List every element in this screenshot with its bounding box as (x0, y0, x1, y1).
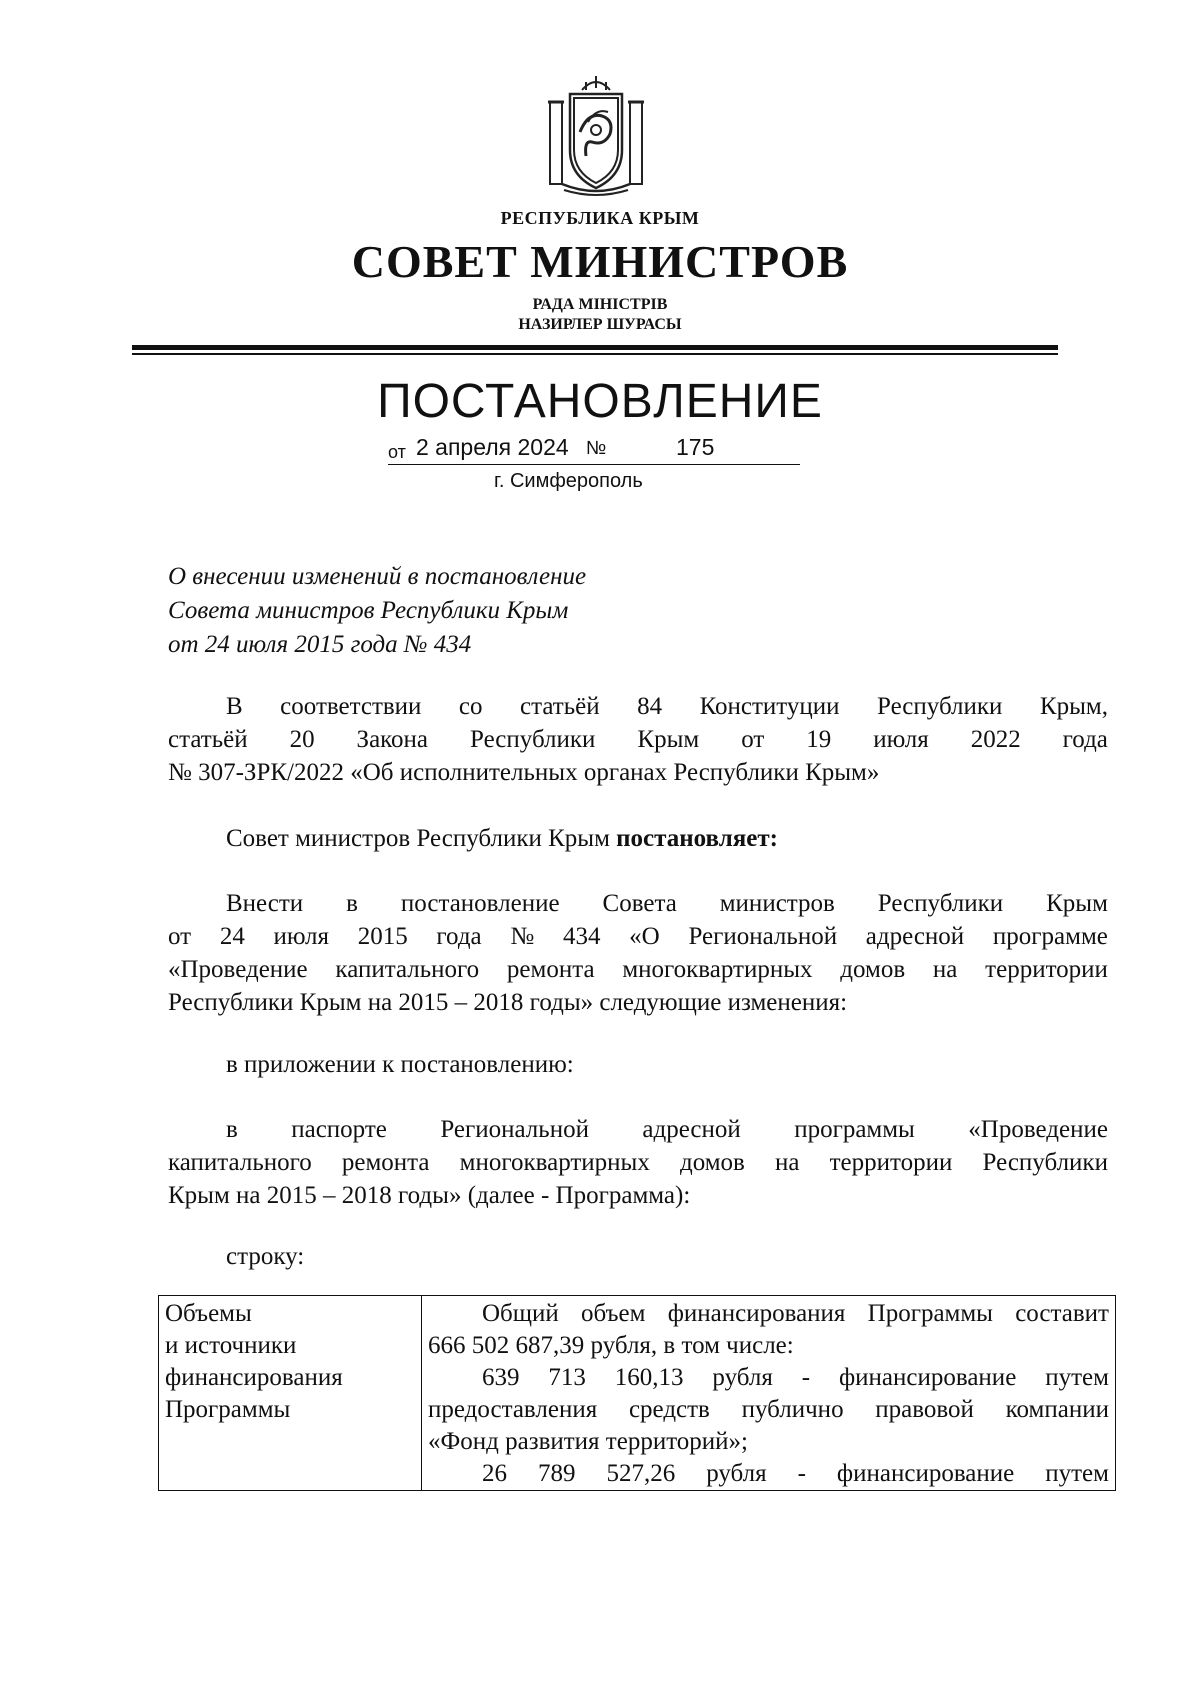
paragraph-resolves (168, 822, 1108, 855)
justified-line (168, 690, 1108, 723)
word: Республики (877, 890, 1004, 917)
resolves-bold: постановляет: (616, 825, 778, 852)
table-row (159, 1296, 1116, 1491)
word: - (801, 1364, 811, 1391)
word: постановление (400, 890, 560, 917)
word: соответствии (280, 693, 422, 720)
text-line: «Фонд развития территорий»; (428, 1428, 749, 1455)
justified-line (168, 953, 1108, 986)
word: Республики (982, 1149, 1108, 1176)
decree-title: ПОСТАНОВЛЕНИЕ (377, 375, 823, 428)
subject-line: Совета министров Республики Крым (168, 597, 569, 624)
word: Закона (356, 726, 429, 753)
word: 20 (289, 726, 315, 753)
date-prefix: от (388, 442, 406, 462)
word: адресной (642, 1116, 741, 1143)
header-divider-thick (132, 345, 1058, 350)
word: июля (273, 923, 329, 950)
table-cell-content (422, 1296, 1116, 1491)
decree-number: 175 (676, 434, 715, 460)
text-line: в приложении к постановлению: (226, 1051, 574, 1078)
label-line: и источники (165, 1332, 297, 1359)
council-title: СОВЕТ МИНИСТРОВ (351, 236, 849, 287)
text-line: № 307-ЗРК/2022 «Об исполнительных органах Республики Крым» (168, 759, 880, 786)
word: домов (840, 956, 906, 983)
word: 19 (806, 726, 832, 753)
paragraph-passport (168, 1113, 1108, 1212)
word: 24 (219, 923, 245, 950)
header-divider-thin (132, 353, 1058, 355)
council-title-ukrainian: РАДА МІНІСТРІВ (532, 296, 668, 313)
word: Крым (1046, 890, 1108, 917)
word: «Проведение (168, 956, 308, 983)
word: статьёй (168, 726, 248, 753)
word: Совета (602, 890, 677, 917)
word: июля (873, 726, 929, 753)
word: составит (1015, 1300, 1109, 1327)
label-line: финансирования (165, 1364, 343, 1391)
word: финансирование (836, 1460, 1015, 1487)
word: Программы (867, 1300, 993, 1327)
word: на (932, 956, 958, 983)
word: рубля (712, 1364, 773, 1391)
paragraph-annex (168, 1048, 1108, 1081)
label-line: Объемы (165, 1300, 252, 1327)
justified-line (428, 1298, 1109, 1330)
word: в (226, 1116, 238, 1143)
word: 713 (548, 1364, 586, 1391)
word: правовой (875, 1396, 974, 1423)
text-line (168, 822, 1108, 855)
justified-line (168, 920, 1108, 953)
word: паспорте (291, 1116, 387, 1143)
justified-line (168, 887, 1108, 920)
text-line: Республики Крым на 2015 – 2018 годы» следующие изменения: (168, 989, 848, 1016)
text-line: строку: (226, 1243, 305, 1270)
justified-line (428, 1458, 1109, 1490)
resolves-text: Совет министров Республики Крым (226, 825, 617, 852)
word: В (226, 693, 243, 720)
decree-date: 2 апреля 2024 (416, 434, 569, 460)
word: статьёй (520, 693, 600, 720)
word: путем (1045, 1364, 1109, 1391)
subject-line: от 24 июля 2015 года № 434 (168, 631, 472, 658)
decree-subject (168, 560, 586, 662)
word: адресной (865, 923, 965, 950)
word: объем (581, 1300, 646, 1327)
text-line: Крым на 2015 – 2018 годы» (далее - Программа): (168, 1182, 691, 1209)
word: 434 (562, 923, 601, 950)
justified-line (428, 1394, 1109, 1426)
word: 2015 (357, 923, 408, 950)
word: Региональной (440, 1116, 589, 1143)
word: 160,13 (614, 1364, 684, 1391)
word: на (775, 1149, 800, 1176)
word: Конституции (699, 693, 840, 720)
coat-of-arms-emblem (542, 72, 650, 200)
decree-dateline (388, 436, 800, 465)
word: от (741, 726, 765, 753)
paragraph-row (168, 1240, 1108, 1273)
decree-city: г. Симферополь (494, 470, 643, 492)
justified-line (168, 1146, 1108, 1179)
justified-line (168, 1113, 1108, 1146)
word: Региональной (688, 923, 838, 950)
number-prefix: № (586, 438, 607, 459)
word: публично (741, 1396, 844, 1423)
paragraph-amendment (168, 887, 1108, 1019)
justified-line (168, 723, 1108, 756)
word: Крым, (1039, 693, 1108, 720)
label-line: Программы (165, 1396, 291, 1423)
word: Республики (470, 726, 596, 753)
word: программе (992, 923, 1108, 950)
word: средств (628, 1396, 710, 1423)
justified-line (428, 1362, 1109, 1394)
word: № (510, 923, 535, 950)
word: 26 (482, 1460, 507, 1487)
word: предоставления (428, 1396, 598, 1423)
word: Крым (637, 726, 700, 753)
council-title-crimean-tatar: НАЗИРЛЕР ШУРАСЫ (518, 316, 682, 333)
financing-table (158, 1295, 1116, 1491)
word: со (458, 693, 483, 720)
word: года (1062, 726, 1108, 753)
word: - (797, 1460, 806, 1487)
text-line: 666 502 687,39 рубля, в том числе: (428, 1332, 794, 1359)
table-cell-label (159, 1296, 422, 1491)
word: домов (679, 1149, 745, 1176)
word: Республики (877, 693, 1003, 720)
word: в (346, 890, 358, 917)
word: «Проведение (968, 1116, 1108, 1143)
word: территории (985, 956, 1108, 983)
word: от (168, 923, 192, 950)
word: финансирования (667, 1300, 846, 1327)
word: 639 (482, 1364, 520, 1391)
paragraph-legal-basis (168, 690, 1108, 789)
word: Общий (482, 1300, 559, 1327)
word: рубля (706, 1460, 767, 1487)
word: 2022 (970, 726, 1021, 753)
word: «О (629, 923, 660, 950)
word: министров (719, 890, 835, 917)
word: путем (1045, 1460, 1109, 1487)
word: капитального (335, 956, 480, 983)
word: капитального (168, 1149, 312, 1176)
word: финансирование (838, 1364, 1017, 1391)
subject-line: О внесении изменений в постановление (168, 563, 587, 590)
word: ремонта (506, 956, 595, 983)
word: 84 (637, 693, 663, 720)
republic-name: РЕСПУБЛИКА КРЫМ (500, 208, 700, 228)
word: многоквартирных (622, 956, 813, 983)
word: компании (1005, 1396, 1109, 1423)
word: года (436, 923, 482, 950)
word: многоквартирных (459, 1149, 650, 1176)
word: 527,26 (606, 1460, 676, 1487)
word: программы (794, 1116, 915, 1143)
word: ремонта (341, 1149, 430, 1176)
word: Внести (226, 890, 304, 917)
word: 789 (537, 1460, 576, 1487)
word: территории (829, 1149, 953, 1176)
